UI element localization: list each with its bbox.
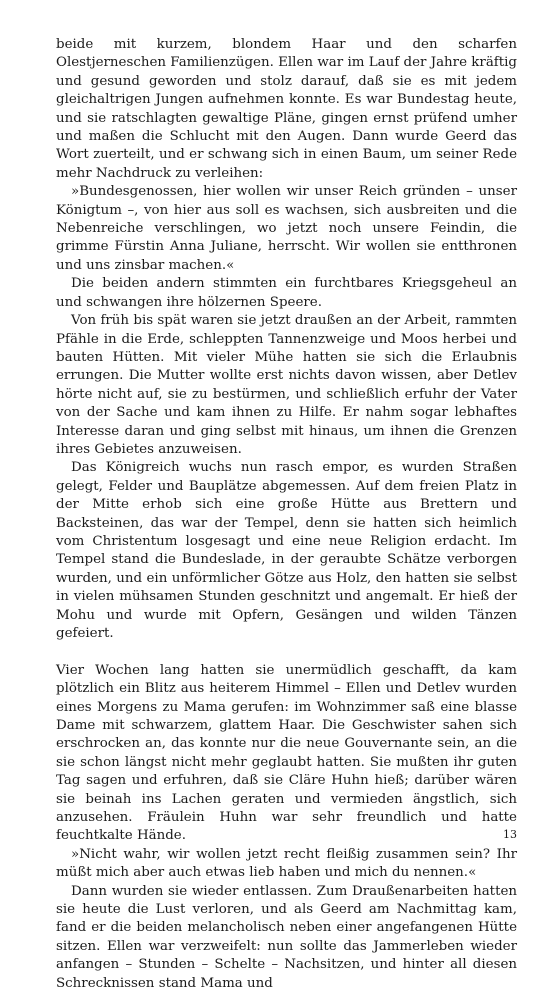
paragraph: Die beiden andern stimmten ein furchtbares Kriegsgeheul an und schwangen ihre hölzernen Speere. <box>56 276 517 310</box>
paragraph: Das Königreich wuchs nun rasch empor, es wurden Straßen gelegt, Felder und Bauplätze abgemessen. Auf dem freien Platz in der Mitte erhob sich eine große Hütte aus Brettern und Backsteinen, das war der Tempel, denn sie hatten sich heimlich vom Christentum losgesagt und eine neue Religion erdacht. Im Tempel stand die Bundeslade, in der geraubte Schätze verborgen wurden, und ein unförmlicher Götze aus Holz, den hatten sie selbst in vielen mühsamen Stunden geschnitzt und angemalt. Er hieß der Mohu und wurde mit Opfern, Gesängen und wilden Tänzen gefeiert. <box>56 460 517 641</box>
paragraph: Vier Wochen lang hatten sie unermüdlich geschafft, da kam plötzlich ein Blitz aus heiterem Himmel – Ellen und Detlev wurden eines Morgens zu Mama gerufen: im Wohnzimmer saß eine blasse Dame mit schwarzem, glattem Haar. Die Geschwister sahen sich erschrocken an, das konnte nur die neue Gouvernante sein, an die sie schon längst nicht mehr geglaubt hatten. Sie mußten ihr guten Tag sagen und erfuhren, daß sie Cläre Huhn hieß; darüber wären sie beinah ins Lachen geraten und vermieden ängstlich, sich anzusehen. Fräulein Huhn war sehr freundlich und hatte feuchtkalte Hände. <box>56 662 517 844</box>
page-number: 13 <box>503 828 517 841</box>
paragraph: Dann wurden sie wieder entlassen. Zum Draußenarbeiten hatten sie heute die Lust verloren, und als Geerd am Nachmittag kam, fand er die beiden melancholisch neben einer angefangenen Hütte sitzen. Ellen war verzweifelt: nun sollte das Jammerleben wieder anfangen – Stunden – Schelte – Nachsitzen, und hinter all diesen Schrecknissen stand Mama und <box>56 883 517 991</box>
paragraph: Von früh bis spät waren sie jetzt draußen an der Arbeit, rammten Pfähle in die Erde, schleppten Tannenzweige und Moos herbei und bauten Hütten. Mit vieler Mühe hatten sie sich die Erlaubnis errungen. Die Mutter wollte erst nichts davon wissen, aber Detlev hörte nicht auf, sie zu bestürmen, und schließlich erfuhr der Vater von der Sache und kam ihnen zu Hilfe. Er nahm sogar lebhaftes Interesse daran und ging selbst mit hinaus, um ihnen die Grenzen ihres Gebietes anzuweisen. <box>56 313 517 457</box>
paragraph: »Bundesgenossen, hier wollen wir unser Reich gründen – unser Königtum –, von hier aus soll es wachsen, sich ausbreiten und die Nebenreiche verschlingen, wo jetzt noch unsere Feindin, die grimme Fürstin Anna Juliane, herrscht. Wir wollen sie entthronen und uns zinsbar machen.« <box>56 184 517 273</box>
body-text <box>56 36 517 993</box>
paragraph: beide mit kurzem, blondem Haar und den scharfen Olestjerneschen Familienzügen. Ellen war im Lauf der Jahre kräftig und gesund geworden und stolz darauf, daß sie es mit jedem gleichaltrigen Jungen aufnehmen konnte. Es war Bundestag heute, und sie ratschlagten gewaltige Pläne, gingen ernst prüfend umher und maßen die Schlucht mit den Augen. Dann wurde Geerd das Wort zuerteilt, und er schwang sich in einen Baum, um seiner Rede mehr Nachdruck zu verleihen: <box>56 37 517 181</box>
paragraph: »Nicht wahr, wir wollen jetzt recht fleißig zusammen sein? Ihr müßt mich aber auch etwas lieb haben und mich du nennen.« <box>56 846 517 881</box>
section-break <box>56 643 517 661</box>
